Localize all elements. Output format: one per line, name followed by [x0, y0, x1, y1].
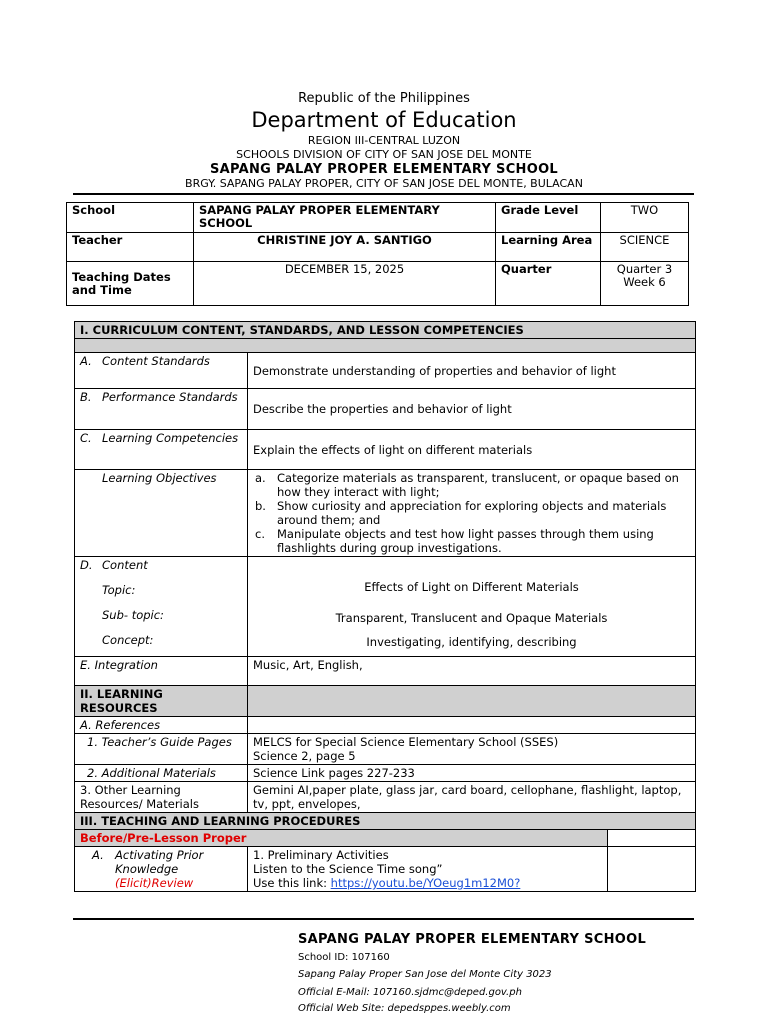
- division-line: SCHOOLS DIVISION OF CITY OF SAN JOSE DEL MONTE: [236, 148, 532, 161]
- objective-mark: c.: [255, 527, 265, 541]
- video-link[interactable]: https://youtu.be/YOeug1m12M0?: [330, 876, 521, 890]
- activities-cell: [248, 847, 608, 892]
- teaching-dates-label: Teaching Dates and Time: [67, 262, 194, 306]
- preliminary-activities: 1. Preliminary Activities: [253, 848, 389, 862]
- performance-standards-label: [75, 389, 248, 430]
- region-line: REGION III-CENTRAL LUZON: [307, 134, 461, 147]
- topic-value: Effects of Light on Different Materials: [364, 580, 579, 594]
- footer-school-name: SAPANG PALAY PROPER ELEMENTARY SCHOOL: [298, 932, 647, 947]
- performance-standards-text: Performance Standards: [102, 390, 238, 404]
- footer-email: Official E-Mail: 107160.sjdmc@deped.gov.ph: [298, 987, 522, 998]
- objective-mark: b.: [255, 499, 266, 513]
- republic-line: Republic of the Philippines: [298, 91, 470, 106]
- objective-item: [255, 499, 690, 527]
- objective-item: [255, 471, 690, 499]
- video-link-prefix: Use this link:: [253, 876, 331, 890]
- learning-competencies-mark: C.: [80, 431, 92, 445]
- content-label-cell: [75, 557, 248, 657]
- before-lesson-label: Before/Pre-Lesson Proper: [75, 830, 608, 847]
- footer-school-id: School ID: 107160: [298, 952, 390, 963]
- quarter-label: Quarter: [496, 262, 601, 306]
- objective-text: Manipulate objects and test how light passes through them using flashlights during group investigations.: [277, 527, 654, 555]
- curriculum-spacer-row: [75, 339, 696, 353]
- content-label: Content: [102, 558, 148, 572]
- teachers-guide-value: [248, 734, 696, 765]
- concept-label: Concept:: [102, 633, 154, 647]
- content-standards-text: Content Standards: [102, 354, 210, 368]
- teacher-label: Teacher: [67, 233, 194, 262]
- other-resources-value: Gemini AI,paper plate, glass jar, card board, cellophane, flashlight, laptop, tv, ppt, envelopes,: [248, 782, 696, 813]
- activating-knowledge-cell: [75, 847, 248, 892]
- learning-objectives-list: [248, 470, 696, 557]
- concept-value: Investigating, identifying, describing: [366, 635, 577, 649]
- activities-blank: [608, 847, 696, 892]
- header-divider: [73, 193, 694, 195]
- additional-materials-label: 2. Additional Materials: [75, 765, 248, 782]
- elicit-review-label: (Elicit)Review: [115, 876, 194, 890]
- school-label: School: [67, 203, 194, 233]
- footer-divider: [73, 918, 694, 920]
- learning-competencies-value: Explain the effects of light on different materials: [248, 430, 696, 470]
- objective-text: Show curiosity and appreciation for exploring objects and materials around them; and: [277, 499, 667, 527]
- before-lesson-blank: [608, 830, 696, 847]
- subtopic-value: Transparent, Translucent and Opaque Materials: [335, 611, 608, 625]
- science-song-instruction: Listen to the Science Time song”: [253, 862, 443, 876]
- school-name-header: SAPANG PALAY PROPER ELEMENTARY SCHOOL: [209, 162, 559, 177]
- procedures-section-title: III. TEACHING AND LEARNING PROCEDURES: [75, 813, 696, 830]
- department-title: Department of Education: [251, 108, 517, 132]
- learning-area-value: SCIENCE: [601, 233, 689, 262]
- teaching-dates-value: DECEMBER 15, 2025: [194, 262, 496, 306]
- teachers-guide-line-1: MELCS for Special Science Elementary School (SSES): [253, 735, 559, 749]
- learning-objectives-label: Learning Objectives: [75, 470, 248, 557]
- learning-competencies-text: Learning Competencies: [102, 431, 239, 445]
- content-values-cell: [248, 557, 696, 657]
- resources-section-title: II. LEARNING RESOURCES: [75, 686, 248, 717]
- teacher-value: CHRISTINE JOY A. SANTIGO: [194, 233, 496, 262]
- performance-standards-value: Describe the properties and behavior of light: [248, 389, 696, 430]
- lesson-plan-table: [74, 321, 696, 892]
- content-standards-label: [75, 353, 248, 389]
- footer-website: Official Web Site: depedsppes.weebly.com: [298, 1003, 511, 1014]
- references-value: [248, 717, 696, 734]
- grade-value: TWO: [601, 203, 689, 233]
- objective-item: [255, 527, 690, 555]
- learning-area-label: Learning Area: [496, 233, 601, 262]
- integration-label: E. Integration: [75, 657, 248, 686]
- info-table: [66, 202, 689, 306]
- resources-section-spacer: [248, 686, 696, 717]
- activating-knowledge-mark: A.: [92, 848, 104, 862]
- quarter-value: Quarter 3 Week 6: [601, 262, 689, 306]
- teachers-guide-line-2: Science 2, page 5: [253, 749, 356, 763]
- school-value: SAPANG PALAY PROPER ELEMENTARY SCHOOL: [194, 203, 496, 233]
- activating-knowledge-label: Activating Prior Knowledge: [115, 848, 204, 876]
- content-standards-value: Demonstrate understanding of properties and behavior of light: [248, 353, 696, 389]
- footer-address: Sapang Palay Proper San Jose del Monte City 3023: [298, 969, 552, 980]
- school-address-header: BRGY. SAPANG PALAY PROPER, CITY OF SAN JOSE DEL MONTE, BULACAN: [185, 177, 583, 190]
- objective-mark: a.: [255, 471, 266, 485]
- video-link-line: [253, 876, 602, 890]
- references-label: A. References: [75, 717, 248, 734]
- other-resources-label: 3. Other Learning Resources/ Materials: [75, 782, 248, 813]
- teachers-guide-label: 1. Teacher’s Guide Pages: [75, 734, 248, 765]
- topic-label: Topic:: [102, 583, 136, 597]
- content-standards-mark: A.: [80, 354, 92, 368]
- content-mark: D.: [80, 558, 93, 572]
- subtopic-label: Sub- topic:: [102, 608, 164, 622]
- grade-label: Grade Level: [496, 203, 601, 233]
- curriculum-section-title: I. CURRICULUM CONTENT, STANDARDS, AND LESSON COMPETENCIES: [75, 322, 696, 339]
- objective-text: Categorize materials as transparent, translucent, or opaque based on how they interact with light;: [277, 471, 679, 499]
- additional-materials-value: Science Link pages 227-233: [248, 765, 696, 782]
- learning-competencies-label: [75, 430, 248, 470]
- integration-value: Music, Art, English,: [248, 657, 696, 686]
- performance-standards-mark: B.: [80, 390, 92, 404]
